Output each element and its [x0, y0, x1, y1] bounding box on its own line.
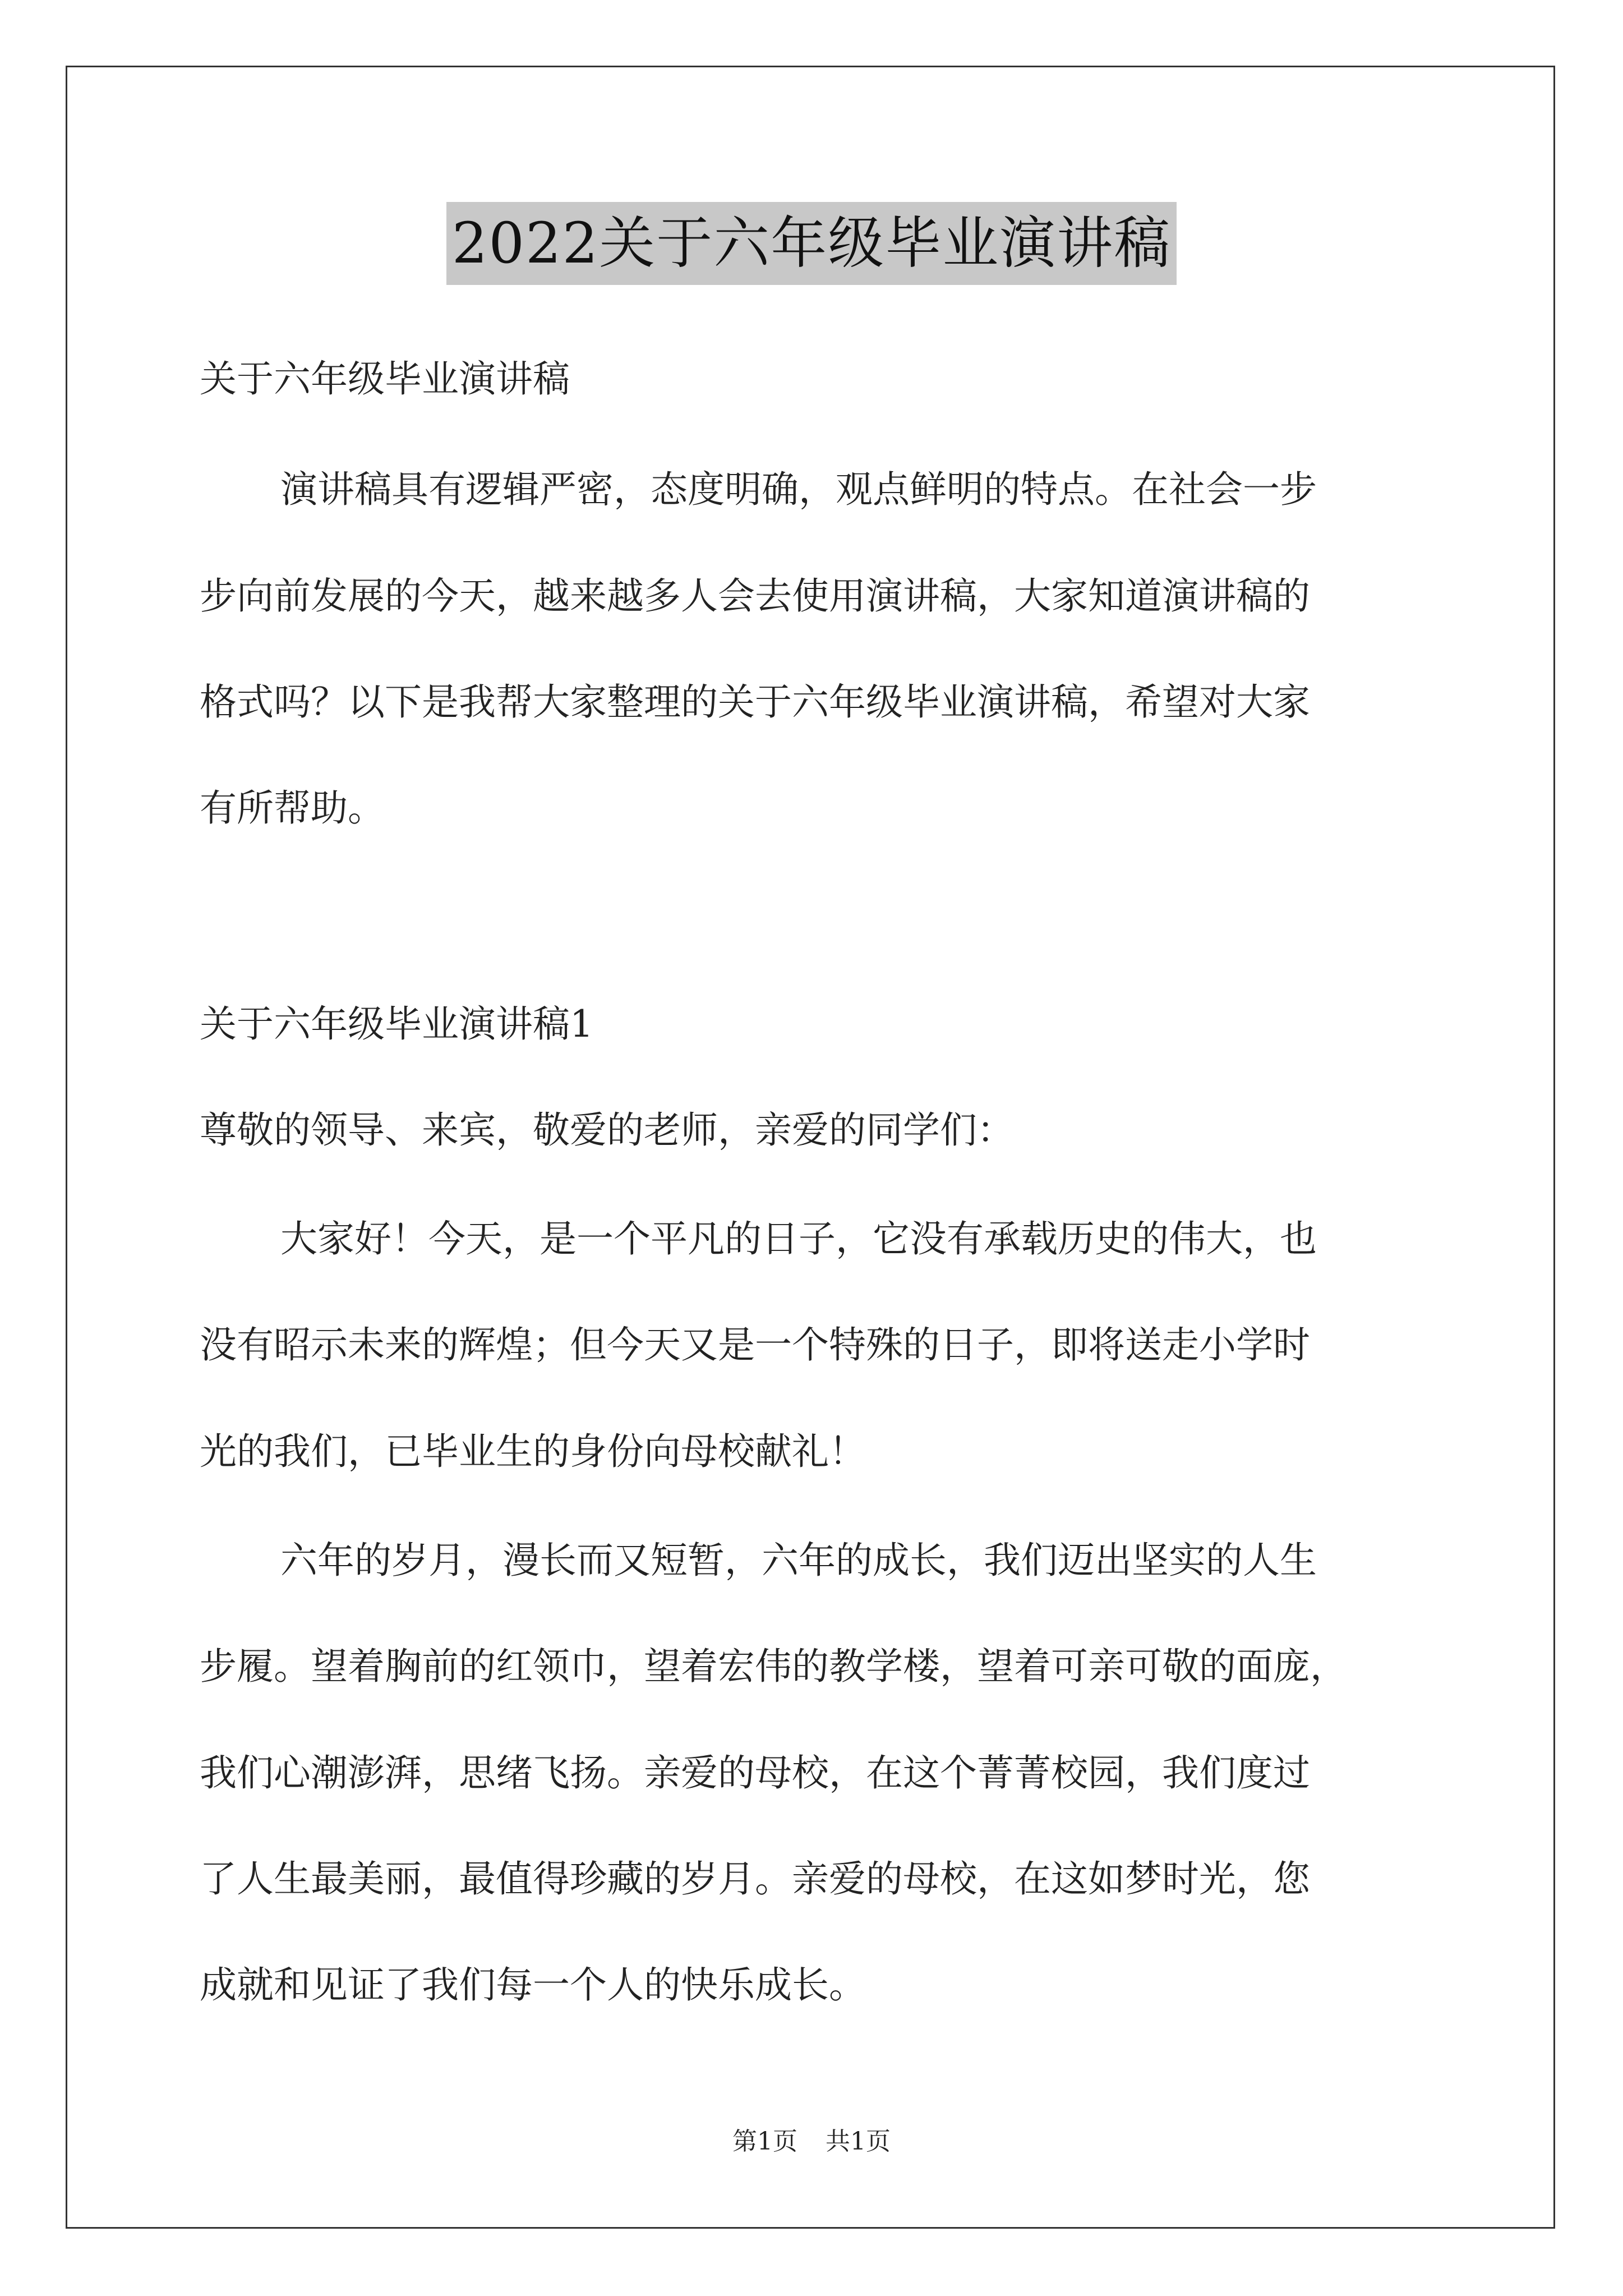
paragraph2-line-4: 了人生最美丽，最值得珍藏的岁月。亲爱的母校，在这如梦时光，您: [200, 1857, 1310, 1901]
paragraph2-line-3: 我们心潮澎湃，思绪飞扬。亲爱的母校，在这个菁菁校园，我们度过: [200, 1751, 1310, 1795]
section-heading: 关于六年级毕业演讲稿1: [200, 1002, 593, 1046]
paragraph2-line-5: 成就和见证了我们每一个人的快乐成长。: [200, 1963, 866, 2007]
subtitle: 关于六年级毕业演讲稿: [200, 357, 570, 401]
intro-line-1: 演讲稿具有逻辑严密，态度明确，观点鲜明的特点。在社会一步: [280, 468, 1317, 511]
intro-line-4: 有所帮助。: [200, 786, 385, 830]
intro-line-2: 步向前发展的今天，越来越多人会去使用演讲稿，大家知道演讲稿的: [200, 574, 1310, 618]
page-number-total: 共1页: [826, 2127, 891, 2156]
paragraph1-line-1: 大家好！今天，是一个平凡的日子，它没有承载历史的伟大，也: [280, 1217, 1317, 1260]
page-number-current: 第1页: [732, 2127, 797, 2156]
paragraph1-line-3: 光的我们，已毕业生的身份向母校献礼！: [200, 1430, 866, 1473]
title-container: [0, 202, 1623, 285]
document-title: 2022关于六年级毕业演讲稿: [446, 202, 1177, 285]
paragraph2-line-2: 步履。望着胸前的红领巾，望着宏伟的教学楼，望着可亲可敬的面庞，: [200, 1645, 1347, 1688]
paragraph1-line-2: 没有昭示未来的辉煌；但今天又是一个特殊的日子，即将送走小学时: [200, 1323, 1310, 1366]
paragraph2-line-1: 六年的岁月，漫长而又短暂，六年的成长，我们迈出坚实的人生: [280, 1539, 1317, 1582]
intro-line-3: 格式吗？以下是我帮大家整理的关于六年级毕业演讲稿，希望对大家: [200, 680, 1310, 724]
page-footer: [0, 2125, 1623, 2159]
salutation: 尊敬的领导、来宾，敬爱的老师，亲爱的同学们：: [200, 1108, 1014, 1152]
